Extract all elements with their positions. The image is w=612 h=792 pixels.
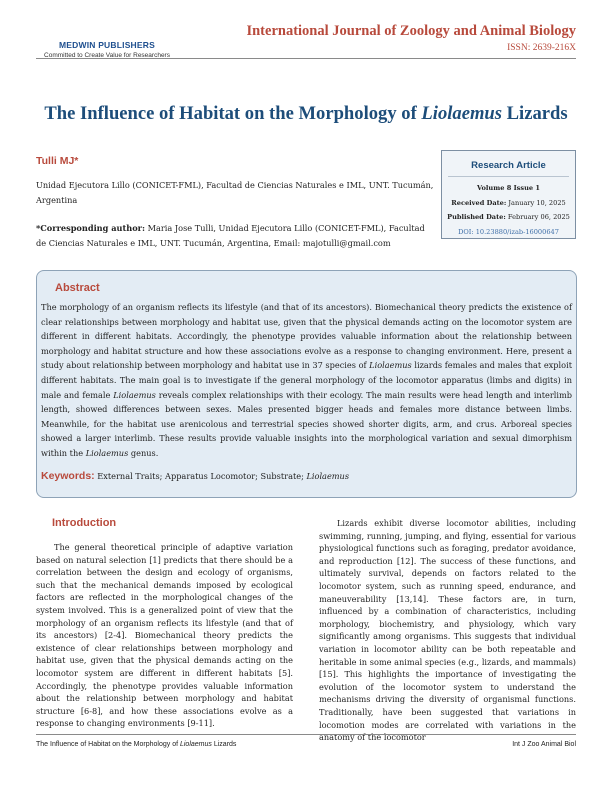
journal-issn: ISSN: 2639-216X: [507, 43, 576, 53]
abstract-text-1: The morphology of an organism reflects its lifestyle (and that of its ancestors). Biomechanical theory predicts the existence of clear relationships between morphology and habitat use, given that the physical demands acting on the locomotor system are different in different habitats. Accordingly, the phenotype provides valuable information about the relationship between morphology and habitat structure and how these associations evolve as a response to changing environment. Here, present a study about relationship between morphology and habitat use in 37 species of: [41, 302, 572, 371]
published-value: February 06, 2025: [505, 213, 570, 221]
author-affiliation: Unidad Ejecutora Lillo (CONICET-FML), Facultad de Ciencias Naturales e IML, UNT. Tucumán, Argentina: [36, 180, 434, 205]
introduction-left-column: The general theoretical principle of adaptive variation based on natural selection [1] predicts that there should be a correlation between the design and ecology of organisms, such that the mechanical demands imposed by ecological factors are reflected in the morphological changes of the system involved. This is a generalized point of view that the morphology of an organism reflects its lifestyle (and that of its ancestors) [2-4]. Biomechanical theory predicts the existence of clear relationships between morphology and habitat use, given that the physical demands acting on the locomotor system are different in different habitats [5]. Accordingly, the phenotype provides valuable information about the relationship between morphology and habitat structure [6-8], and how these associations evolve as a response to changing environments [9-11].: [36, 542, 293, 729]
keywords-genus: Liolaemus: [306, 471, 350, 481]
footer-title-1: The Influence of Habitat on the Morphology of: [36, 741, 180, 748]
corresponding-author: [36, 221, 436, 250]
abstract-heading: Abstract: [55, 282, 100, 294]
corresponding-text: Maria Jose Tulli, Unidad Ejecutora Lillo (CONICET-FML), Facultad de Ciencias Naturales e IML, UNT. Tucumán, Argentina, Email: majotulli@gmail.com: [36, 223, 425, 248]
published-date: [442, 210, 575, 225]
journal-header: [246, 23, 576, 53]
publisher-name: MEDWIN PUBLISHERS: [59, 40, 155, 50]
header-divider: [36, 58, 576, 59]
footer-title-2: Lizards: [211, 741, 237, 748]
article-info-box: [441, 150, 576, 239]
abstract-text-4: genus.: [128, 447, 159, 458]
abstract-text-2: lizards females and males that exploit different habitats. The main goal is to investigate if the general morphology of the locomotor apparatus (limbs and digits) in male and female: [41, 360, 572, 400]
corresponding-label: *Corresponding author:: [36, 223, 145, 233]
abstract-genus-3: Liolaemus: [85, 447, 129, 458]
volume-text: Volume 8 Issue 1: [477, 184, 540, 192]
received-value: January 10, 2025: [506, 198, 566, 207]
title-genus: Liolaemus: [421, 103, 502, 124]
keywords-text: External Traits; Apparatus Locomotor; Substrate;: [94, 471, 307, 481]
received-label: Received Date:: [451, 198, 507, 207]
info-divider: [448, 176, 569, 177]
author-name: Tulli MJ*: [36, 155, 79, 167]
keywords: [41, 470, 349, 482]
footer-journal-abbrev: Int J Zoo Animal Biol: [512, 741, 576, 748]
doi-link[interactable]: DOI: 10.23880/izab-16000647: [458, 227, 559, 236]
introduction-heading: Introduction: [52, 517, 117, 529]
article-type: Research Article: [471, 160, 546, 171]
published-label: Published Date:: [447, 213, 506, 221]
abstract-text-3: reveals complex relationships with their ecology. The main results were head length and interlimb length, showed differences between sexes. Males presented bigger heads and females more distance between limbs. Meanwhile, for the habitat use arenicolous and terrestrial species showed shorter digits, arm, and crus. Arboreal species showed a larger interlimb. These results provide valuable insights into the morphological variation and sexual dimorphism within the: [41, 389, 572, 458]
title-text-1: The Influence of Habitat on the Morphology of: [44, 103, 422, 124]
footer-running-title: [36, 741, 236, 748]
article-title: [20, 103, 592, 125]
publisher-block: [22, 40, 192, 59]
publisher-tagline: Committed to Create Value for Researchers: [44, 52, 170, 59]
abstract-genus-2: Liolaemus: [113, 389, 156, 400]
footer-genus: Liolaemus: [179, 741, 212, 748]
title-text-2: Lizards: [502, 103, 568, 124]
received-date: [442, 196, 575, 211]
journal-name: International Journal of Zoology and Animal Biology: [246, 23, 576, 39]
volume-issue: [442, 181, 575, 196]
introduction-right-column: Lizards exhibit diverse locomotor abilities, including swimming, running, jumping, and flying, essential for various physiological functions such as foraging, predator avoidance, and reproduction [12]. The success of these functions, and ultimately survival, depends on factors related to the locomotor system, such as running speed, endurance, and maneuverability [13,14]. These factors are, in turn, influenced by a combination of characteristics, including morphology, biochemistry, and physiology, which vary significantly among organisms. This suggests that individual variation in locomotor ability can be both repeatable and heritable in some animal species (e.g., lizards, and mammals) [15]. This highlights the importance of investigating the evolution of the locomotor system to understand the mechanisms driving the diversity of organismal functions. Traditionally, have been suggested that variations in locomotion modes are correlated with variations in the anatomy of the locomotor: [319, 518, 576, 743]
footer-divider: [36, 734, 576, 735]
abstract-box: [36, 270, 577, 498]
abstract-text: [41, 300, 572, 461]
keywords-label: Keywords:: [41, 470, 95, 482]
abstract-genus-1: Liolaemus: [369, 360, 412, 371]
